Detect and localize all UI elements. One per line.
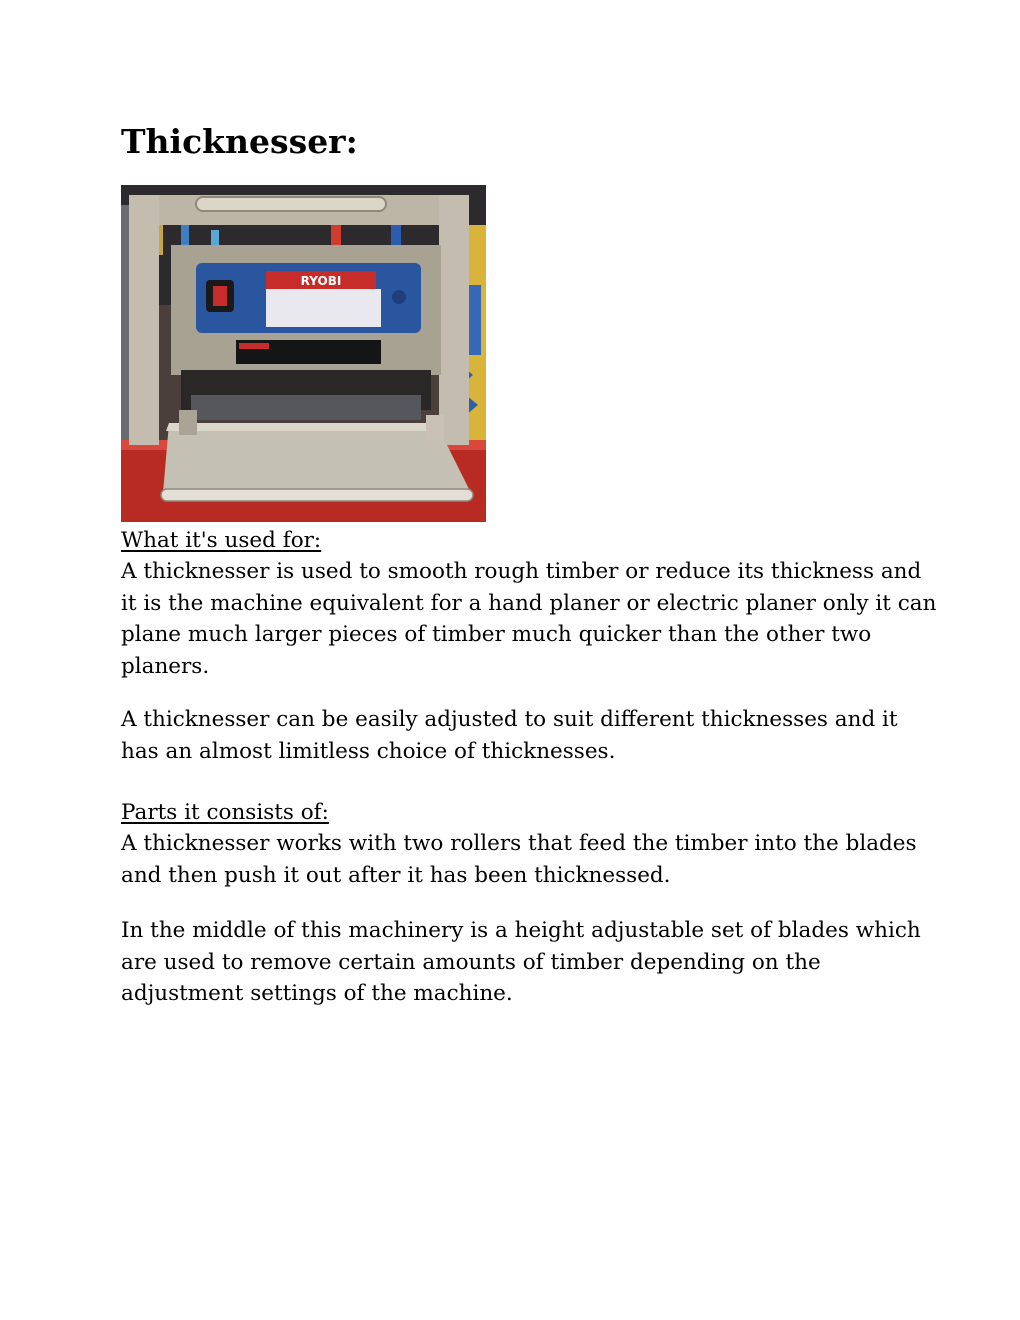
- paragraph-parts-1: A thicknesser works with two rollers that feed the timber into the blades and then push it out after it has been thicknessed.: [121, 831, 917, 888]
- page-title: Thicknesser:: [121, 122, 358, 161]
- paragraph-parts-2: In the middle of this machinery is a height adjustable set of blades which are used to remove certain amounts of timber depending on the adjustment settings of the machine.: [121, 918, 921, 1006]
- brand-label: RYOBI: [300, 274, 342, 288]
- section-heading-parts: Parts it consists of:: [121, 800, 329, 825]
- paragraph-uses-1: A thicknesser is used to smooth rough timber or reduce its thickness and it is the machine equivalent for a hand planer or electric planer only it can plane much larger pieces of timber much quicker than the other two planers.: [121, 559, 937, 679]
- thicknesser-photo: [121, 185, 486, 522]
- section-heading-uses: What it's used for:: [121, 528, 322, 553]
- paragraph-uses-2: A thicknesser can be easily adjusted to suit different thicknesses and it has an almost limitless choice of thicknesses.: [121, 707, 898, 764]
